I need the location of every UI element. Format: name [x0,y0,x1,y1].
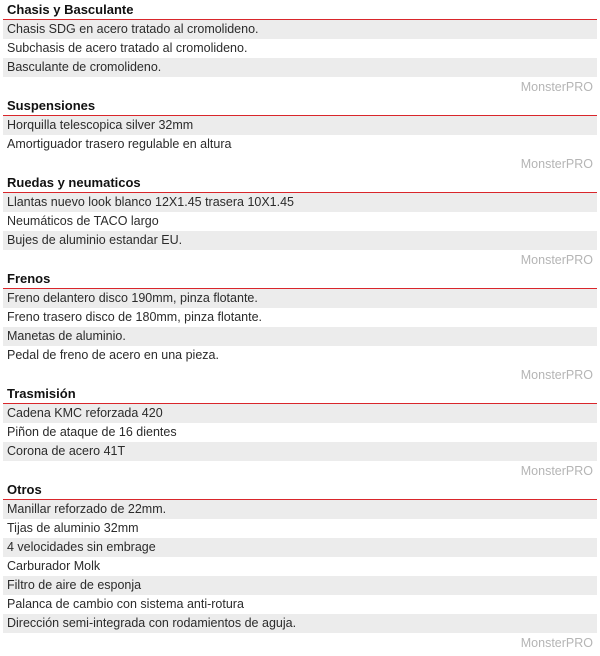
spec-section [3,174,597,270]
spec-section [3,97,597,174]
spec-row: Basculante de cromolideno. [3,58,597,77]
spec-row: Cadena KMC reforzada 420 [3,404,597,423]
section-title: Chasis y Basculante [3,1,597,20]
spec-row: Dirección semi-integrada con rodamientos de aguja. [3,614,597,633]
source-credit: MonsterPRO [520,80,593,94]
spec-row: Tijas de aluminio 32mm [7,521,139,535]
spec-row: Manillar reforzado de 22mm. [3,500,597,519]
source-credit: MonsterPRO [520,464,593,478]
spec-row: 4 velocidades sin embrage [3,538,597,557]
section-title: Frenos [3,270,597,289]
spec-row: Llantas nuevo look blanco 12X1.45 trasera 10X1.45 [3,193,597,212]
spec-row: Chasis SDG en acero tratado al cromolideno. [3,20,597,39]
spec-row: Subchasis de acero tratado al cromolideno. [7,41,248,55]
spec-section [3,481,597,653]
spec-row: Manetas de aluminio. [3,327,597,346]
source-credit: MonsterPRO [520,368,593,382]
spec-sheet [3,0,597,653]
spec-section [3,385,597,481]
spec-row: Bujes de aluminio estandar EU. [3,231,597,250]
spec-row: Amortiguador trasero regulable en altura [7,137,232,151]
spec-section [3,270,597,385]
spec-row: Neumáticos de TACO largo [7,214,159,228]
source-credit: MonsterPRO [520,157,593,171]
source-credit: MonsterPRO [520,636,593,650]
source-credit: MonsterPRO [520,253,593,267]
spec-row: Piñon de ataque de 16 dientes [7,425,177,439]
spec-row: Carburador Molk [7,559,101,573]
spec-row: Corona de acero 41T [3,442,597,461]
spec-row: Freno trasero disco de 180mm, pinza flotante. [7,310,262,324]
spec-row: Pedal de freno de acero en una pieza. [7,348,219,362]
spec-row: Horquilla telescopica silver 32mm [3,116,597,135]
section-title: Ruedas y neumaticos [3,174,597,193]
section-title: Otros [3,481,597,500]
section-title: Trasmisión [3,385,597,404]
section-title: Suspensiones [3,97,597,116]
spec-row: Palanca de cambio con sistema anti-rotura [7,597,244,611]
spec-section [3,1,597,97]
spec-row: Freno delantero disco 190mm, pinza flotante. [3,289,597,308]
spec-row: Filtro de aire de esponja [3,576,597,595]
